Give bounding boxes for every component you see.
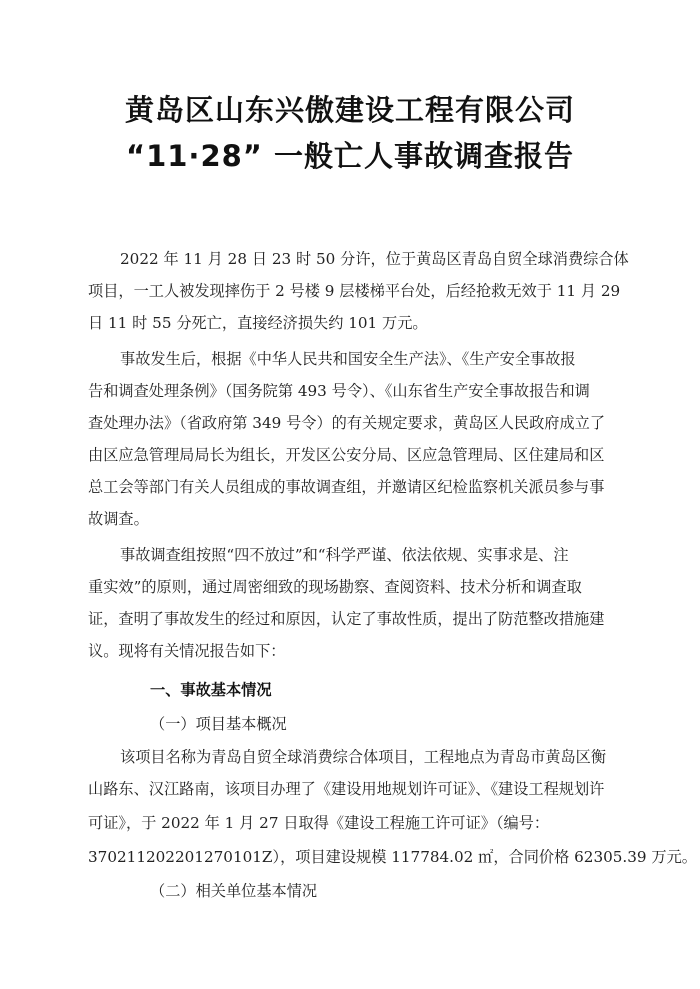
- section-heading-basic-info: 一、事故基本情况: [150, 681, 272, 699]
- para2-line4: 由区应急管理局局长为组长，开发区公安分局、区应急管理局、区住建局和区: [88, 446, 605, 464]
- para2-line5: 总工会等部门有关人员组成的事故调查组，并邀请区纪检监察机关派员参与事: [88, 478, 605, 496]
- subheading-project-overview: （一）项目基本概况: [150, 715, 287, 733]
- para4-line3: 可证》，于 2022 年 1 月 27 日取得《建设工程施工许可证》（编号：: [88, 814, 550, 832]
- para3-line1: 事故调查组按照“四不放过”和“科学严谨、依法依规、实事求是、注: [120, 546, 569, 564]
- report-title-line1: 黄岛区山东兴傲建设工程有限公司: [124, 93, 575, 127]
- para1-line1: 2022 年 11 月 28 日 23 时 50 分许，位于黄岛区青岛自贸全球消费综合体: [120, 250, 629, 268]
- para3-line3: 证，查明了事故发生的经过和原因，认定了事故性质，提出了防范整改措施建: [88, 610, 605, 628]
- para2-line2: 告和调查处理条例》（国务院第 493 号令）、《山东省生产安全事故报告和调: [88, 382, 590, 400]
- para2-line6: 故调查。: [88, 510, 149, 528]
- para2-line3: 查处理办法》（省政府第 349 号令）的有关规定要求，黄岛区人民政府成立了: [88, 414, 606, 432]
- para3-line2: 重实效”的原则，通过周密细致的现场勘察、查阅资料、技术分析和调查取: [88, 578, 582, 596]
- subheading-related-units: （二）相关单位基本情况: [150, 882, 318, 900]
- para4-line2: 山路东、汉江路南，该项目办理了《建设用地规划许可证》、《建设工程规划许: [88, 780, 605, 798]
- para2-line1: 事故发生后，根据《中华人民共和国安全生产法》、《生产安全事故报: [120, 350, 576, 368]
- para4-line4: 370211202201270101Z），项目建设规模 117784.02 ㎡，合同价格 62305.39 万元。: [88, 848, 697, 866]
- para1-line3: 日 11 时 55 分死亡，直接经济损失约 101 万元。: [88, 314, 428, 332]
- para3-line4: 议。现将有关情况报告如下：: [88, 642, 286, 660]
- report-title-line2: “11·28” 一般亡人事故调查报告: [126, 139, 574, 173]
- para1-line2: 项目，一工人被发现摔伤于 2 号楼 9 层楼梯平台处，后经抢救无效于 11 月 29: [88, 282, 621, 300]
- para4-line1: 该项目名称为青岛自贸全球消费综合体项目，工程地点为青岛市黄岛区衡: [120, 748, 606, 766]
